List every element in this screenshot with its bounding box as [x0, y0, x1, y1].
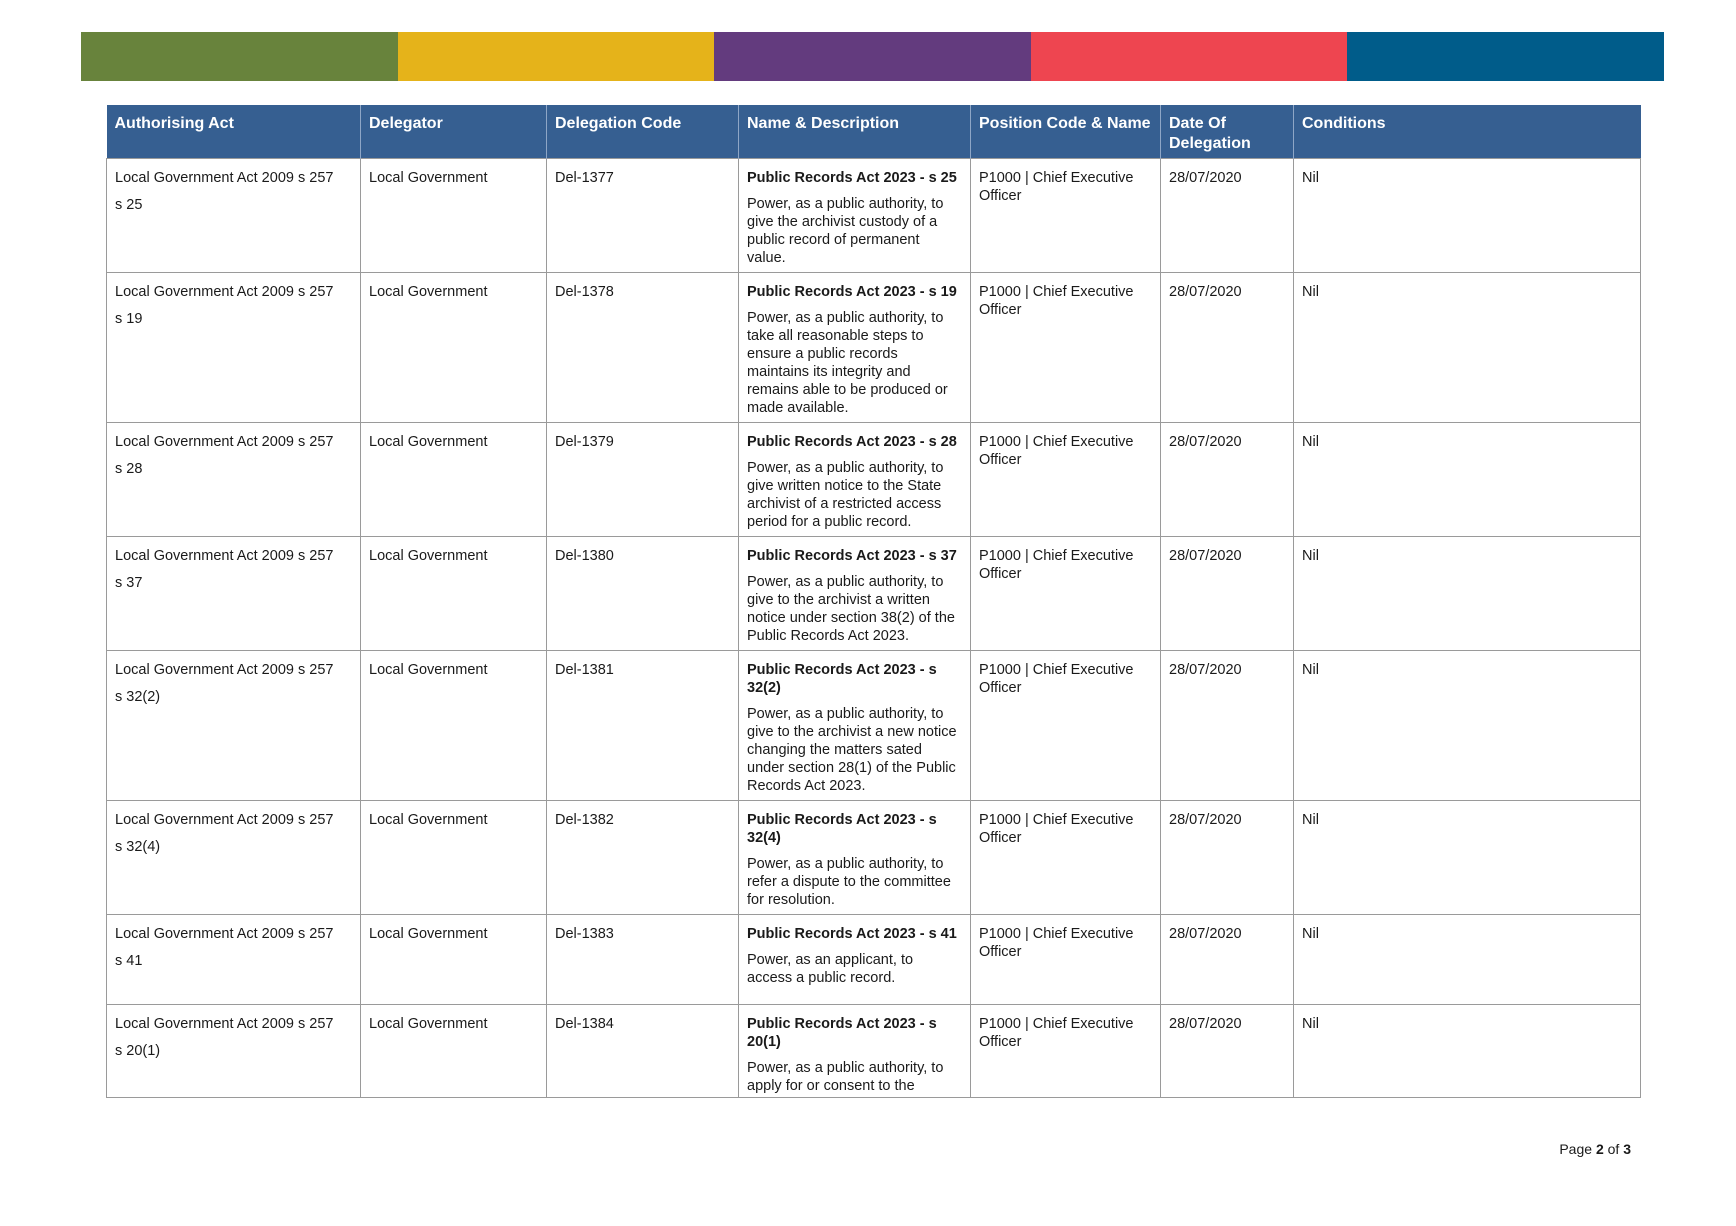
cell-delegator: Local Government: [361, 651, 547, 801]
cell-delegation-code: Del-1384: [547, 1005, 739, 1098]
act-reference: Local Government Act 2009 s 257: [115, 1016, 334, 1032]
delegation-title: Public Records Act 2023 - s 20(1): [747, 1016, 937, 1050]
table-header-row: [107, 105, 1641, 159]
act-reference: Local Government Act 2009 s 257: [115, 434, 334, 450]
cell-delegation-code: Del-1382: [547, 801, 739, 915]
act-reference: Local Government Act 2009 s 257: [115, 170, 334, 186]
delegation-title: Public Records Act 2023 - s 28: [747, 434, 957, 450]
delegation-title: Public Records Act 2023 - s 32(4): [747, 812, 937, 846]
cell-position: P1000 | Chief Executive Officer: [971, 537, 1161, 651]
cell-delegator: Local Government: [361, 537, 547, 651]
cell-authorising-act: [107, 273, 361, 423]
cell-name-description: [739, 537, 971, 651]
delegation-description: Power, as a public authority, to give written notice to the State archivist of a restricted access period for a public record.: [747, 460, 944, 530]
act-section: s 32(2): [115, 689, 161, 705]
cell-conditions: Nil: [1294, 651, 1641, 801]
cell-position: P1000 | Chief Executive Officer: [971, 159, 1161, 273]
cell-delegation-code: Del-1381: [547, 651, 739, 801]
table-row: [107, 801, 1641, 915]
act-section: s 19: [115, 311, 143, 327]
delegation-description: Power, as a public authority, to give to the archivist a new notice changing the matters sated under section 28(1) of the Public Records Act 2023.: [747, 706, 957, 794]
table-row: [107, 915, 1641, 1005]
delegation-title: Public Records Act 2023 - s 41: [747, 926, 957, 942]
cell-conditions: Nil: [1294, 423, 1641, 537]
cell-name-description: [739, 1005, 971, 1098]
cell-date: 28/07/2020: [1161, 537, 1294, 651]
cell-authorising-act: [107, 537, 361, 651]
cell-name-description: [739, 915, 971, 1005]
table-row: [107, 1005, 1641, 1098]
cell-conditions: Nil: [1294, 537, 1641, 651]
column-header-delegation-code: Delegation Code: [547, 105, 739, 159]
table-row: [107, 537, 1641, 651]
cell-delegation-code: Del-1378: [547, 273, 739, 423]
delegation-description: Power, as a public authority, to apply for or consent to the: [747, 1060, 944, 1094]
act-section: s 41: [115, 953, 143, 969]
cell-position: P1000 | Chief Executive Officer: [971, 801, 1161, 915]
cell-delegation-code: Del-1377: [547, 159, 739, 273]
cell-name-description: [739, 801, 971, 915]
cell-authorising-act: [107, 423, 361, 537]
cell-position: P1000 | Chief Executive Officer: [971, 273, 1161, 423]
cell-date: 28/07/2020: [1161, 273, 1294, 423]
delegation-description: Power, as a public authority, to take all reasonable steps to ensure a public records maintains its integrity and remains able to be produced or made available.: [747, 310, 948, 416]
cell-date: 28/07/2020: [1161, 651, 1294, 801]
cell-authorising-act: [107, 1005, 361, 1098]
cell-delegator: Local Government: [361, 801, 547, 915]
cell-conditions: Nil: [1294, 915, 1641, 1005]
delegation-description: Power, as a public authority, to give the archivist custody of a public record of permanent value.: [747, 196, 944, 266]
cell-conditions: Nil: [1294, 273, 1641, 423]
cell-delegator: Local Government: [361, 159, 547, 273]
page-number: [1559, 1141, 1631, 1157]
cell-conditions: Nil: [1294, 1005, 1641, 1098]
delegation-title: Public Records Act 2023 - s 37: [747, 548, 957, 564]
delegations-table-container: [106, 105, 1640, 1098]
color-segment: [714, 32, 1031, 81]
cell-date: 28/07/2020: [1161, 1005, 1294, 1098]
page-of: of: [1607, 1141, 1620, 1157]
act-section: s 28: [115, 461, 143, 477]
header-color-bar: [81, 32, 1664, 81]
delegation-description: Power, as a public authority, to give to the archivist a written notice under section 38(2) of the Public Records Act 2023.: [747, 574, 955, 644]
page-label: Page: [1559, 1141, 1593, 1157]
delegation-title: Public Records Act 2023 - s 19: [747, 284, 957, 300]
cell-name-description: [739, 423, 971, 537]
act-reference: Local Government Act 2009 s 257: [115, 662, 334, 678]
table-row: [107, 273, 1641, 423]
cell-conditions: Nil: [1294, 159, 1641, 273]
cell-authorising-act: [107, 801, 361, 915]
cell-position: P1000 | Chief Executive Officer: [971, 915, 1161, 1005]
page-current: 2: [1595, 1141, 1604, 1157]
act-reference: Local Government Act 2009 s 257: [115, 284, 334, 300]
delegations-table: [106, 105, 1641, 1098]
delegation-title: Public Records Act 2023 - s 25: [747, 170, 957, 186]
table-row: [107, 651, 1641, 801]
cell-authorising-act: [107, 915, 361, 1005]
column-header-date: Date Of Delegation: [1161, 105, 1294, 159]
cell-name-description: [739, 273, 971, 423]
delegation-title: Public Records Act 2023 - s 32(2): [747, 662, 937, 696]
act-section: s 37: [115, 575, 143, 591]
cell-date: 28/07/2020: [1161, 423, 1294, 537]
cell-date: 28/07/2020: [1161, 915, 1294, 1005]
delegation-description: Power, as an applicant, to access a public record.: [747, 952, 914, 986]
act-reference: Local Government Act 2009 s 257: [115, 548, 334, 564]
act-section: s 20(1): [115, 1043, 161, 1059]
act-reference: Local Government Act 2009 s 257: [115, 812, 334, 828]
table-body: [107, 159, 1641, 1098]
act-reference: Local Government Act 2009 s 257: [115, 926, 334, 942]
table-row: [107, 159, 1641, 273]
delegation-description: Power, as a public authority, to refer a dispute to the committee for resolution.: [747, 856, 951, 908]
cell-delegator: Local Government: [361, 273, 547, 423]
color-segment: [1031, 32, 1348, 81]
cell-delegation-code: Del-1379: [547, 423, 739, 537]
cell-conditions: Nil: [1294, 801, 1641, 915]
color-segment: [398, 32, 715, 81]
page-total: 3: [1623, 1141, 1631, 1157]
cell-position: P1000 | Chief Executive Officer: [971, 651, 1161, 801]
cell-delegation-code: Del-1383: [547, 915, 739, 1005]
cell-position: P1000 | Chief Executive Officer: [971, 423, 1161, 537]
column-header-delegator: Delegator: [361, 105, 547, 159]
column-header-conditions: Conditions: [1294, 105, 1641, 159]
cell-date: 28/07/2020: [1161, 159, 1294, 273]
table-header: [107, 105, 1641, 159]
act-section: s 32(4): [115, 839, 161, 855]
color-segment: [1347, 32, 1664, 81]
cell-delegator: Local Government: [361, 915, 547, 1005]
column-header-position: Position Code & Name: [971, 105, 1161, 159]
color-segment: [81, 32, 398, 81]
column-header-name-description: Name & Description: [739, 105, 971, 159]
column-header-authorising-act: Authorising Act: [107, 105, 361, 159]
cell-authorising-act: [107, 159, 361, 273]
cell-date: 28/07/2020: [1161, 801, 1294, 915]
table-row: [107, 423, 1641, 537]
cell-name-description: [739, 651, 971, 801]
cell-name-description: [739, 159, 971, 273]
act-section: s 25: [115, 197, 143, 213]
cell-delegation-code: Del-1380: [547, 537, 739, 651]
cell-delegator: Local Government: [361, 1005, 547, 1098]
cell-authorising-act: [107, 651, 361, 801]
cell-position: P1000 | Chief Executive Officer: [971, 1005, 1161, 1098]
cell-delegator: Local Government: [361, 423, 547, 537]
